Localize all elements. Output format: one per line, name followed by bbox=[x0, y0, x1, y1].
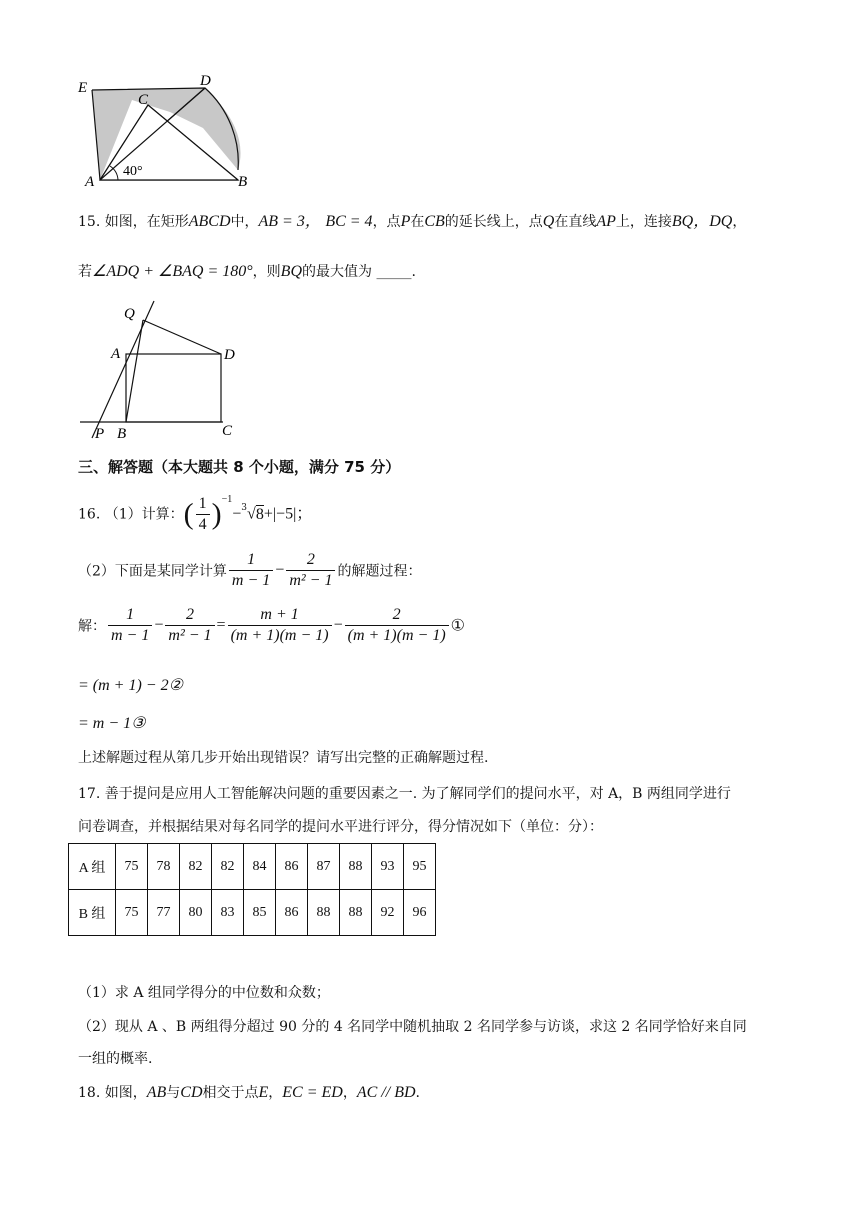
q16-solution-step3: = m − 1③ bbox=[78, 715, 146, 732]
q16-question: 上述解题过程从第几步开始出现错误？请写出完整的正确解题过程. bbox=[78, 750, 489, 766]
row-label: B 组 bbox=[69, 890, 116, 936]
table-cell: 75 bbox=[116, 890, 148, 936]
q18-line: 18. 如图，AB与CD相交于点E，EC = ED，AC // BD. bbox=[78, 1084, 420, 1101]
label-E: E bbox=[78, 80, 88, 96]
table-cell: 86 bbox=[276, 890, 308, 936]
row-label: A 组 bbox=[69, 844, 116, 890]
label-C: C bbox=[138, 92, 149, 108]
scores-table bbox=[68, 843, 436, 936]
q15-line2: 若∠ADQ + ∠BAQ = 180°，则BQ的最大值为 _____. bbox=[78, 263, 416, 280]
table-cell: 88 bbox=[340, 844, 372, 890]
table-cell: 82 bbox=[212, 844, 244, 890]
q17-line1: 17. 善于提问是应用人工智能解决问题的重要因素之一. 为了解同学们的提问水平，对 A，B 两组同学进行 bbox=[78, 786, 731, 802]
label-D: D bbox=[200, 73, 211, 89]
table-cell: 83 bbox=[212, 890, 244, 936]
table-cell: 96 bbox=[404, 890, 436, 936]
q16-solution-step2: = (m + 1) − 2② bbox=[78, 677, 183, 694]
table-row bbox=[69, 844, 436, 890]
q17-line2: 问卷调查，并根据结果对每名同学的提问水平进行评分，得分情况如下（单位：分）： bbox=[78, 819, 603, 835]
table-cell: 92 bbox=[372, 890, 404, 936]
q15-line1: 15. 如图，在矩形ABCD中，AB = 3， BC = 4，点P在CB的延长线上，点Q在直线AP上，连接BQ，DQ， bbox=[78, 213, 747, 230]
table-cell: 87 bbox=[308, 844, 340, 890]
table-cell: 85 bbox=[244, 890, 276, 936]
label-Q: Q bbox=[124, 306, 135, 322]
label-C: C bbox=[222, 423, 233, 439]
table-cell: 86 bbox=[276, 844, 308, 890]
q17-sub1: （1）求 A 组同学得分的中位数和众数； bbox=[78, 985, 330, 1001]
table-cell: 78 bbox=[148, 844, 180, 890]
table-cell: 80 bbox=[180, 890, 212, 936]
table-cell: 75 bbox=[116, 844, 148, 890]
table-cell: 93 bbox=[372, 844, 404, 890]
label-B: B bbox=[238, 174, 248, 190]
table-cell: 88 bbox=[308, 890, 340, 936]
figure-q14 bbox=[70, 70, 270, 195]
label-angle: 40° bbox=[123, 164, 143, 179]
section-heading: 三、解答题（本大题共 8 个小题，满分 75 分） bbox=[78, 458, 401, 476]
label-P: P bbox=[95, 426, 105, 442]
figure-q15 bbox=[75, 298, 250, 443]
label-A: A bbox=[85, 174, 95, 190]
table-cell: 84 bbox=[244, 844, 276, 890]
table-cell: 82 bbox=[180, 844, 212, 890]
q16-part1: 16. （1）计算：( $\frac{1}{4}$ )$^{-1}$−$^3$√8+|−5|； bbox=[78, 494, 313, 533]
table-cell: 88 bbox=[340, 890, 372, 936]
q16-part2: （2）下面是某同学计算 $\frac{1}{m - 1}$ − $\frac{2}{\text{m² − 1}}$ 的解题过程： bbox=[78, 551, 422, 589]
label-A: A bbox=[111, 346, 121, 362]
label-B: B bbox=[117, 426, 127, 442]
table-cell: 95 bbox=[404, 844, 436, 890]
q17-sub2a: （2）现从 A 、B 两组得分超过 90 分的 4 名同学中随机抽取 2 名同学参与访谈，求这 2 名同学恰好来自同 bbox=[78, 1019, 747, 1035]
label-D: D bbox=[224, 347, 235, 363]
table-row bbox=[69, 890, 436, 936]
q17-sub2b: 一组的概率. bbox=[78, 1051, 153, 1067]
table-cell: 77 bbox=[148, 890, 180, 936]
q16-solution-step1: 解： $\frac{1}{m - 1}$ − $\frac{2}{\text{m² − 1}}$ = $\frac{m + 1}{(m + 1)(m - 1)}$ − $\frac{2}{(m + 1)(m - 1)}$ ① bbox=[78, 606, 465, 644]
